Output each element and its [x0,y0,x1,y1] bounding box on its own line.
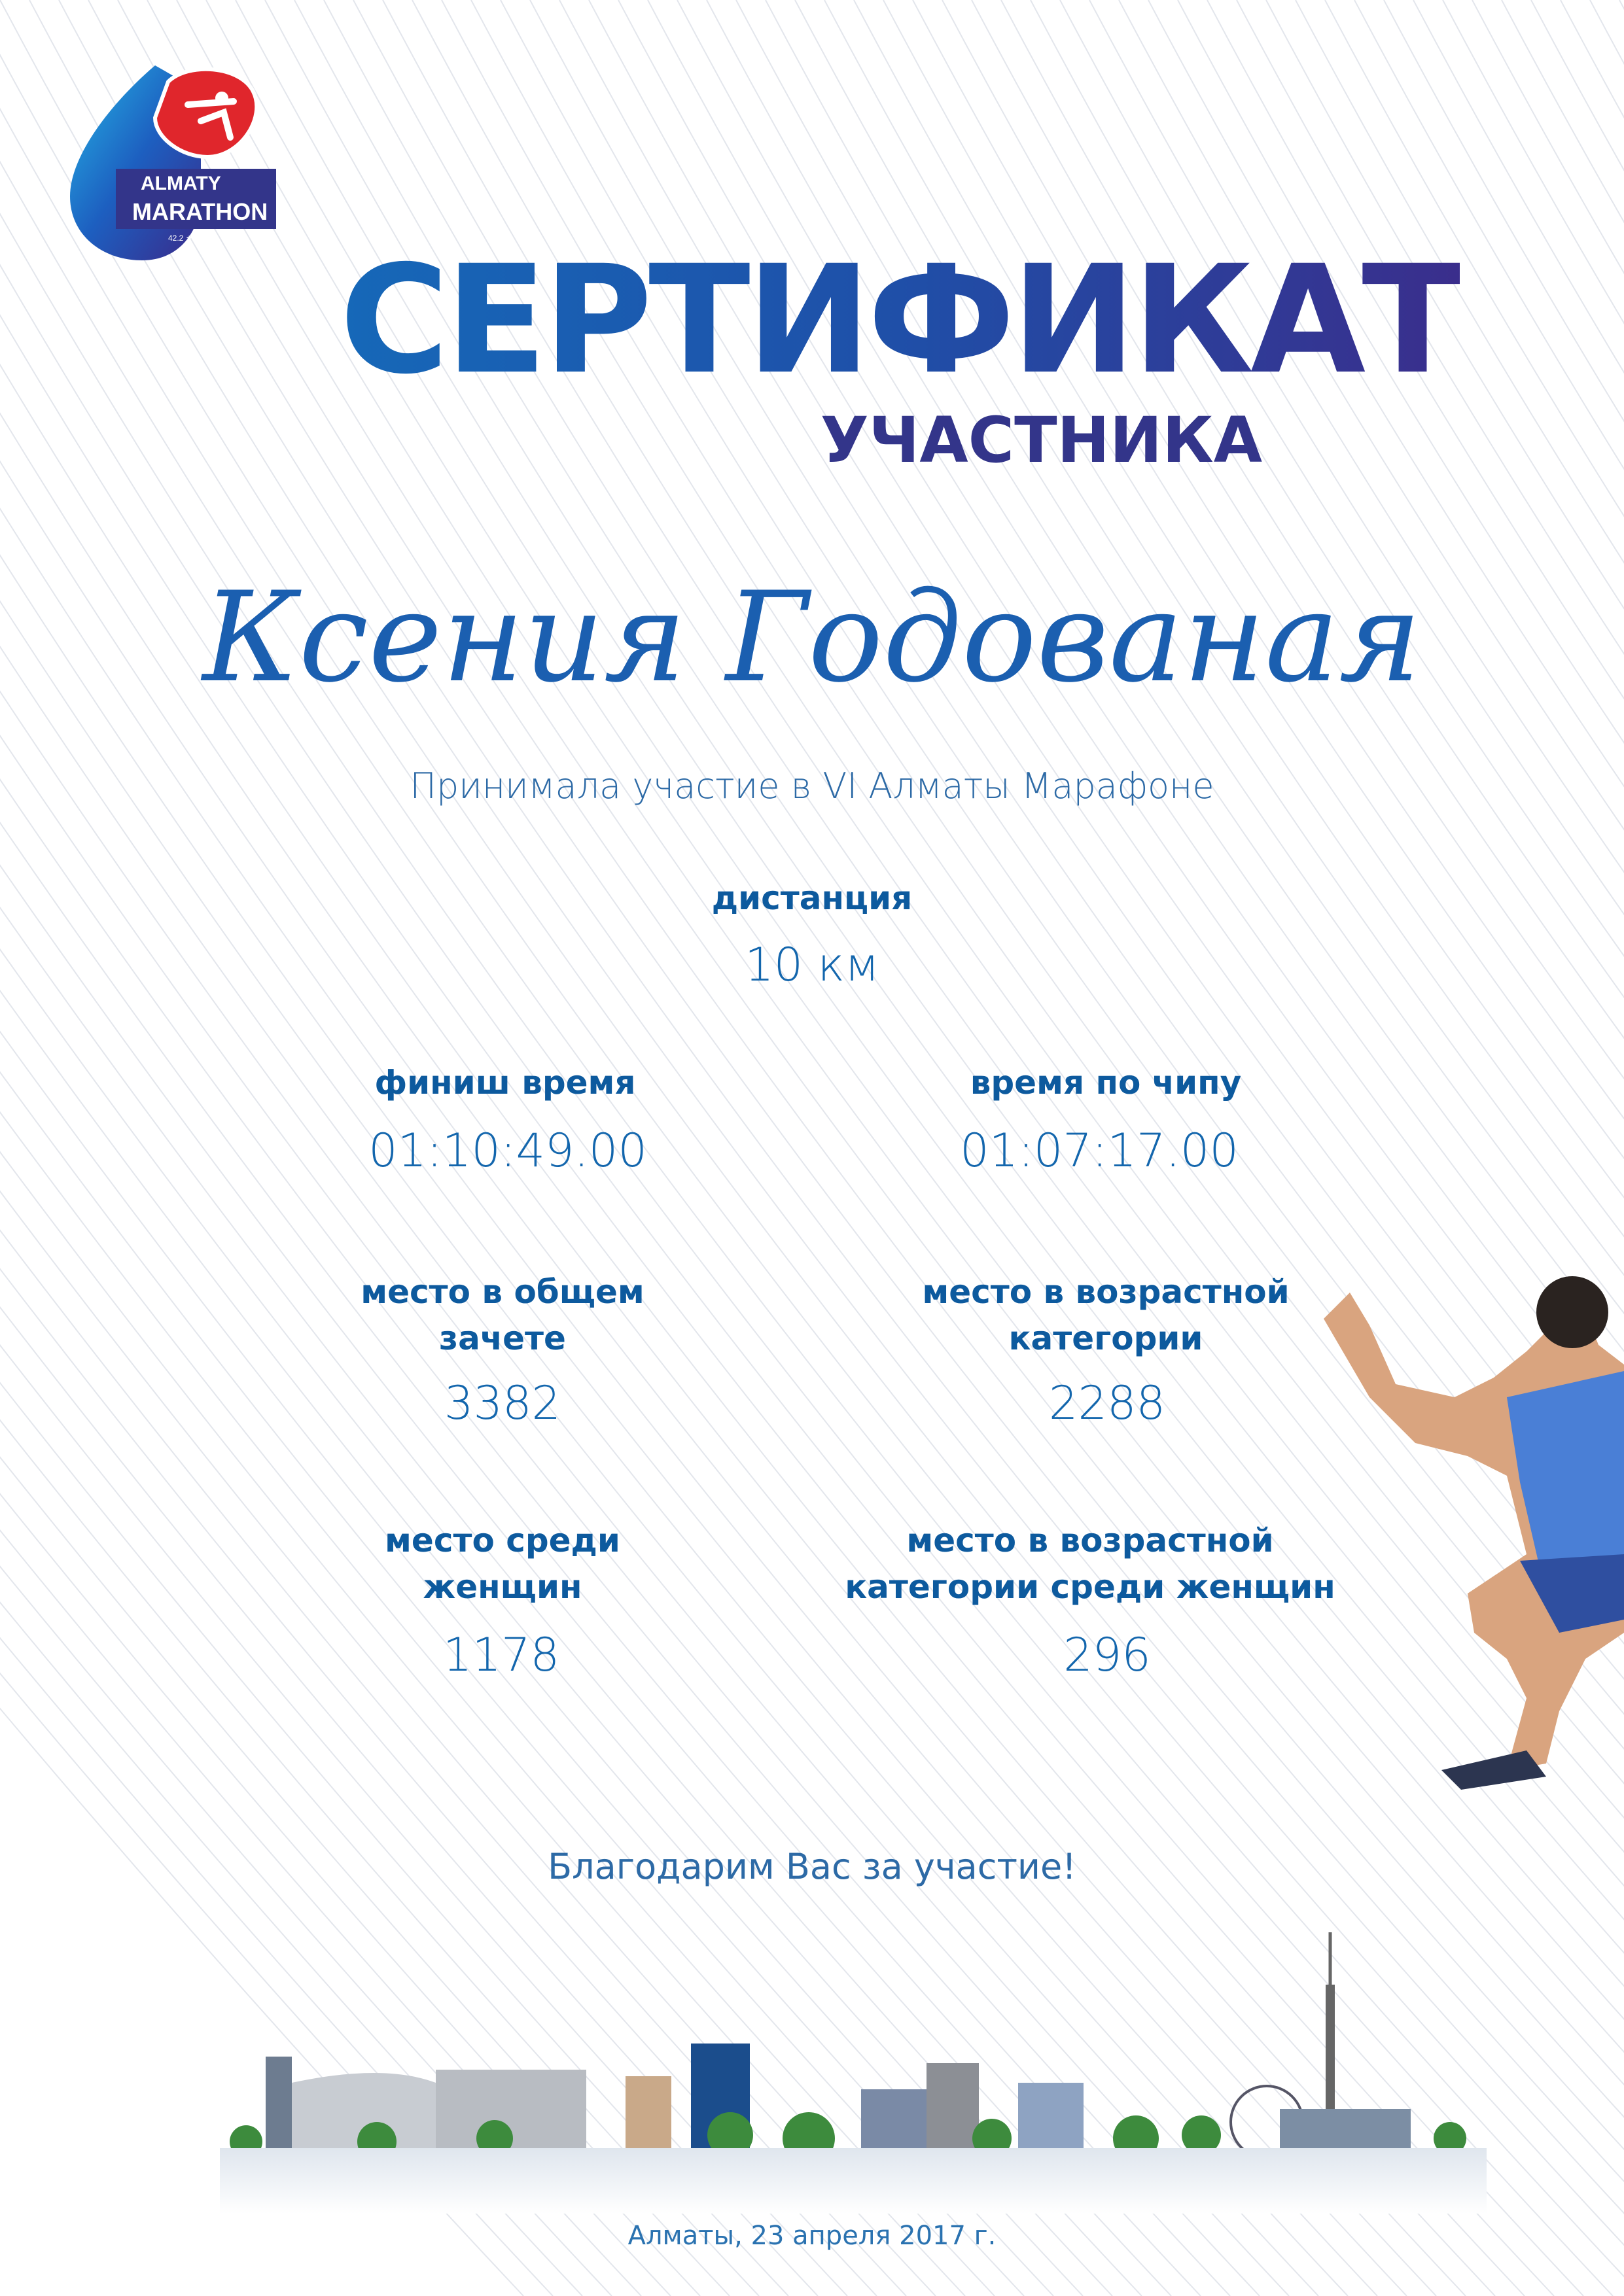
overall-place-value: 3382 [444,1376,561,1430]
women-place-label [385,1518,620,1610]
age-women-place-label [845,1518,1335,1610]
finish-time-label: финиш время [374,1064,636,1102]
age-women-place-label-line2: категории среди женщин [845,1568,1335,1606]
age-place-label [922,1269,1289,1362]
certificate-subtitle: УЧАСТНИКА [820,404,1262,477]
finish-time-value: 01:10:49.00 [368,1124,647,1177]
distance-label: дистанция [711,879,913,917]
distance-value: 10 км [745,938,879,992]
chip-time-label: время по чипу [970,1064,1242,1102]
certificate-title: СЕРТИФИКАТ [340,233,1460,407]
svg-text:ALMATY: ALMATY [141,173,221,194]
thanks-message: Благодарим Вас за участие! [548,1846,1076,1887]
women-place-label-line2: женщин [423,1568,582,1606]
overall-place-label-line2: зачете [439,1319,566,1357]
svg-text:MARATHON: MARATHON [132,198,268,225]
participant-name: Ксения Годованая [202,565,1422,710]
overall-place-label-line1: место в общем [361,1273,644,1311]
age-women-place-label-line1: место в возрастной [906,1522,1274,1559]
almaty-skyline-image [220,1932,1487,2214]
background-line [1561,0,1624,2296]
age-women-place-value: 296 [1063,1628,1151,1682]
chip-time-value: 01:07:17.00 [960,1124,1239,1177]
certificate-date: Алматы, 23 апреля 2017 г. [627,2221,997,2251]
svg-text:42.2 ★ 21.1 ★ 10 ★ 3: 42.2 ★ 21.1 ★ 10 ★ 3 [168,234,247,243]
almaty-marathon-logo [70,65,279,262]
background-line [1502,0,1624,2296]
age-place-label-line2: категории [1008,1319,1203,1357]
participation-statement: Принимала участие в VI Алматы Марафоне [410,765,1214,807]
overall-place-label [361,1269,644,1362]
women-place-value: 1178 [442,1628,560,1682]
age-place-value: 2288 [1048,1376,1166,1430]
runner-image [1311,1266,1624,1790]
women-place-label-line1: место среди [385,1522,620,1559]
age-place-label-line1: место в возрастной [922,1273,1290,1311]
